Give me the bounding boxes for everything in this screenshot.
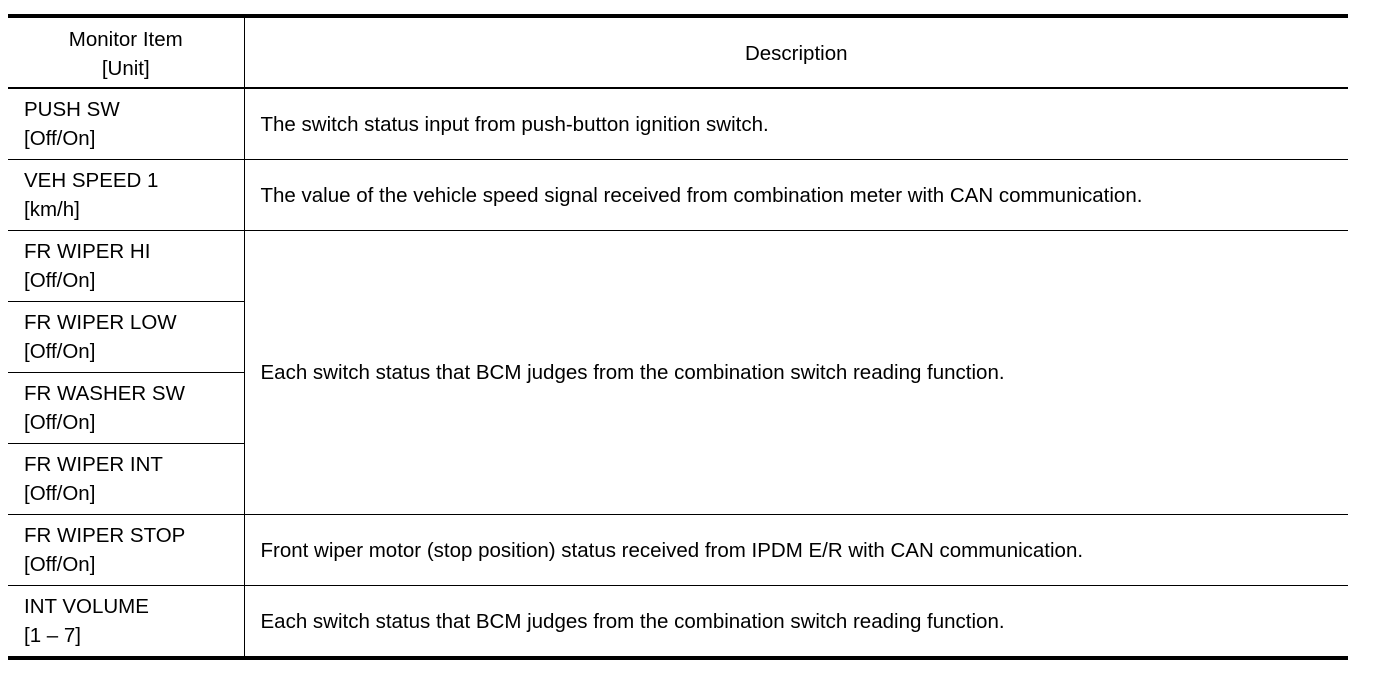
- monitor-item-cell: [8, 373, 244, 444]
- monitor-item-unit: [Off/On]: [24, 269, 96, 292]
- monitor-item-name: FR WIPER HI: [24, 240, 151, 263]
- description-cell: The value of the vehicle speed signal received from combination meter with CAN communication.: [244, 160, 1348, 231]
- monitor-item-name: INT VOLUME: [24, 595, 149, 618]
- monitor-item-unit: [Off/On]: [24, 340, 96, 363]
- monitor-item-unit: [Off/On]: [24, 411, 96, 434]
- unit-header-label: [Unit]: [101, 56, 150, 80]
- table-row: [8, 515, 1348, 586]
- description-cell: Front wiper motor (stop position) status received from IPDM E/R with CAN communication.: [244, 515, 1348, 586]
- description-header: [244, 16, 1348, 88]
- monitor-item-name: FR WIPER INT: [24, 453, 163, 476]
- table-row: [8, 88, 1348, 160]
- monitor-item-cell: [8, 231, 244, 302]
- monitor-item-cell: [8, 88, 244, 160]
- monitor-item-cell: [8, 302, 244, 373]
- monitor-item-name: FR WIPER LOW: [24, 311, 177, 334]
- description-cell: The switch status input from push-button ignition switch.: [244, 88, 1348, 160]
- monitor-item-name: FR WIPER STOP: [24, 524, 186, 547]
- monitor-item-header-label: Monitor Item: [68, 27, 183, 51]
- table-row: [8, 586, 1348, 659]
- table-header-row: [8, 16, 1348, 88]
- description-cell: Each switch status that BCM judges from the combination switch reading function.: [244, 586, 1348, 659]
- monitor-item-name: PUSH SW: [24, 98, 120, 121]
- monitor-item-unit: [Off/On]: [24, 482, 96, 505]
- monitor-item-unit: [1 – 7]: [24, 624, 81, 647]
- monitor-item-cell: [8, 515, 244, 586]
- monitor-item-unit: [Off/On]: [24, 127, 96, 150]
- monitor-item-cell: [8, 586, 244, 659]
- table-row: [8, 231, 1348, 302]
- monitor-item-name: VEH SPEED 1: [24, 169, 159, 192]
- monitor-item-header: [8, 16, 244, 88]
- description-header-label: Description: [744, 42, 848, 65]
- table-row: [8, 160, 1348, 231]
- monitor-item-name: FR WASHER SW: [24, 382, 185, 405]
- monitor-item-table: [8, 14, 1348, 660]
- description-cell-merged: Each switch status that BCM judges from the combination switch reading function.: [244, 231, 1348, 515]
- monitor-item-unit: [km/h]: [24, 198, 80, 221]
- monitor-item-unit: [Off/On]: [24, 553, 96, 576]
- monitor-item-cell: [8, 160, 244, 231]
- monitor-item-cell: [8, 444, 244, 515]
